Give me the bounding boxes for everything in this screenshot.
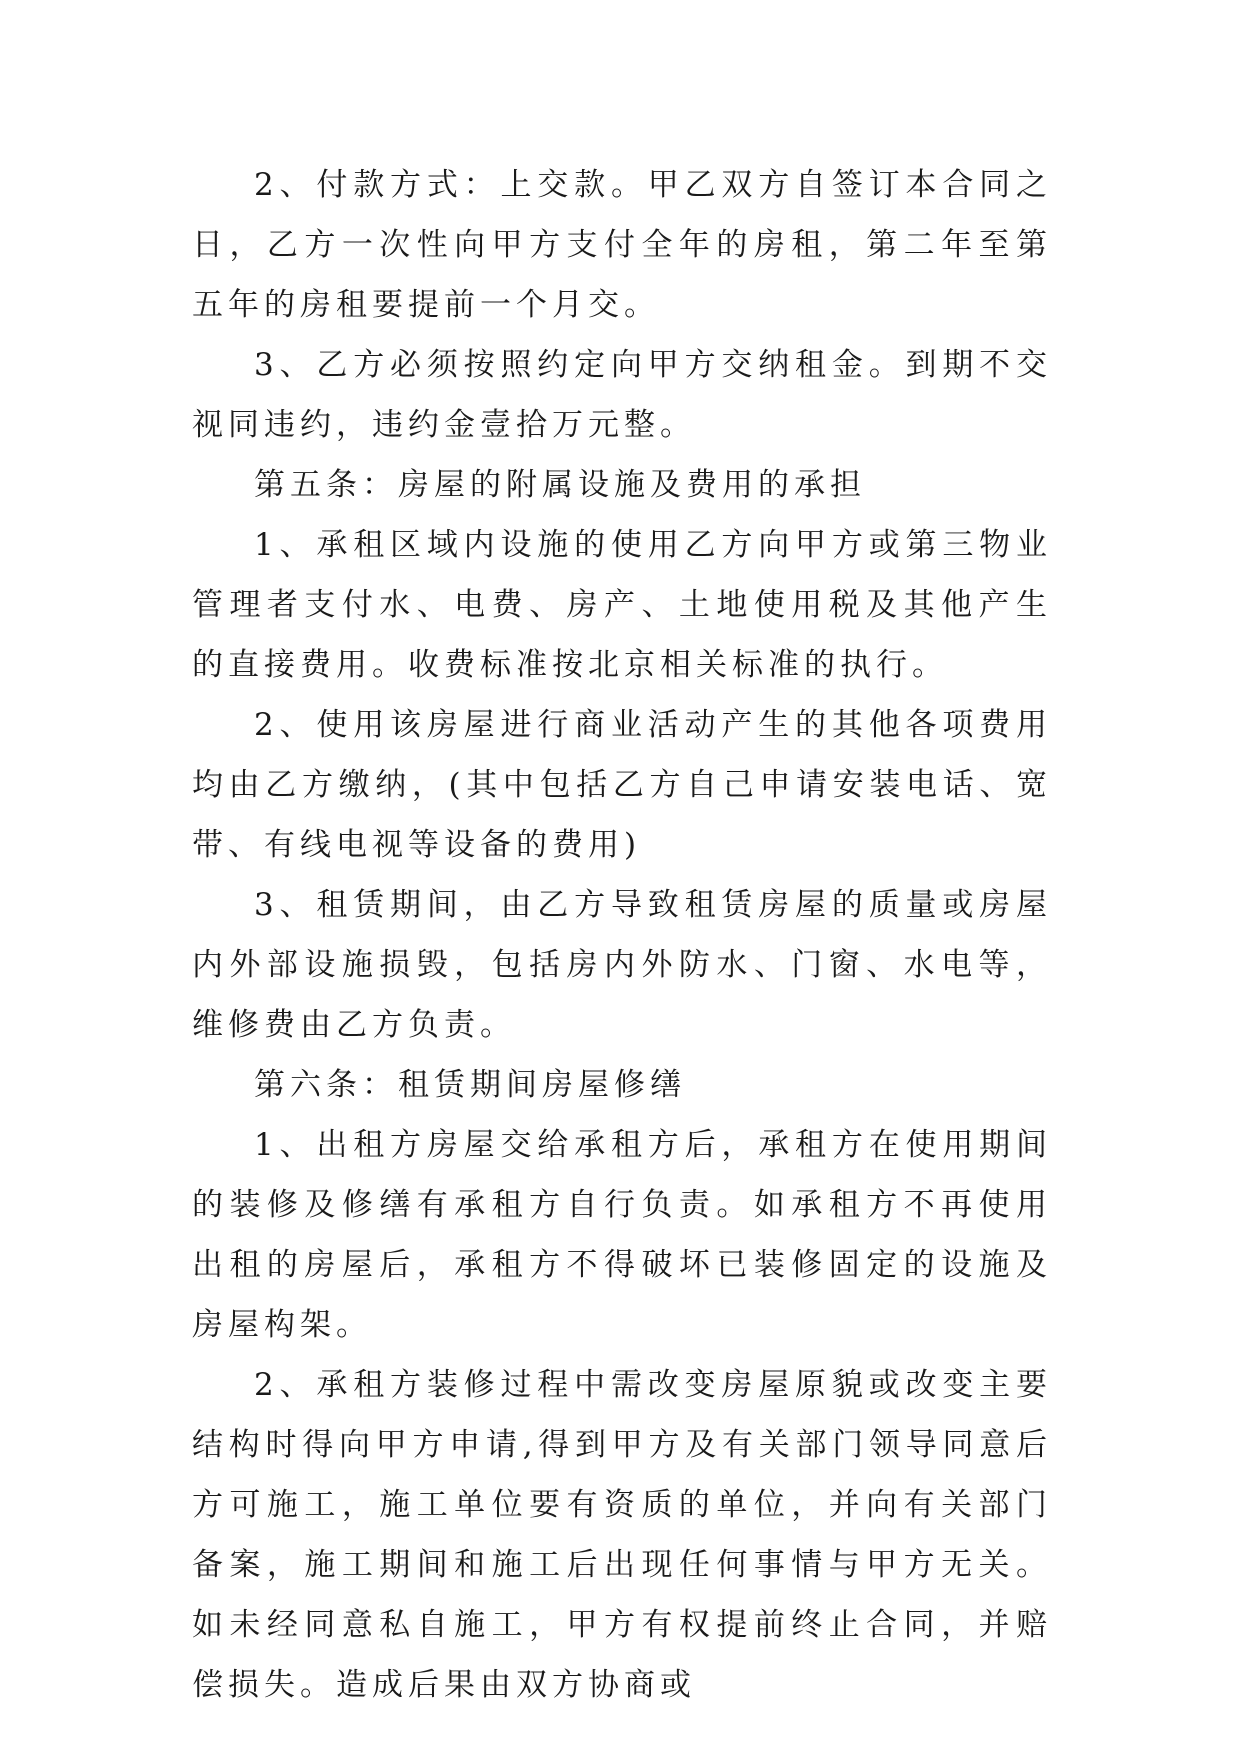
clause-4-item-3: 3、乙方必须按照约定向甲方交纳租金。到期不交视同违约，违约金壹拾万元整。 (192, 347, 1052, 443)
clause-5-item-2: 2、使用该房屋进行商业活动产生的其他各项费用均由乙方缴纳，(其中包括乙方自己申请安装电话、宽带、有线电视等设备的费用) (192, 707, 1052, 863)
clause-4-item-2: 2、付款方式：上交款。甲乙双方自签订本合同之日，乙方一次性向甲方支付全年的房租，第二年至第五年的房租要提前一个月交。 (192, 167, 1052, 323)
document-body (192, 155, 1052, 1715)
clause-5-item-1: 1、承租区域内设施的使用乙方向甲方或第三物业管理者支付水、电费、房产、土地使用税及其他产生的直接费用。收费标准按北京相关标准的执行。 (192, 527, 1052, 683)
clause-6-item-1: 1、出租方房屋交给承租方后，承租方在使用期间的装修及修缮有承租方自行负责。如承租方不再使用出租的房屋后，承租方不得破坏已装修固定的设施及房屋构架。 (192, 1127, 1052, 1343)
clause-5-item-3: 3、租赁期间，由乙方导致租赁房屋的质量或房屋内外部设施损毁，包括房内外防水、门窗、水电等，维修费由乙方负责。 (192, 887, 1052, 1043)
clause-6-heading: 第六条：租赁期间房屋修缮 (254, 1067, 686, 1103)
clause-6-item-2: 2、承租方装修过程中需改变房屋原貌或改变主要结构时得向甲方申请,得到甲方及有关部门领导同意后方可施工，施工单位要有资质的单位，并向有关部门备案，施工期间和施工后出现任何事情与甲方无关。如未经同意私自施工，甲方有权提前终止合同，并赔偿损失。造成后果由双方协商或 (192, 1367, 1052, 1703)
clause-5-heading: 第五条：房屋的附属设施及费用的承担 (254, 467, 866, 503)
